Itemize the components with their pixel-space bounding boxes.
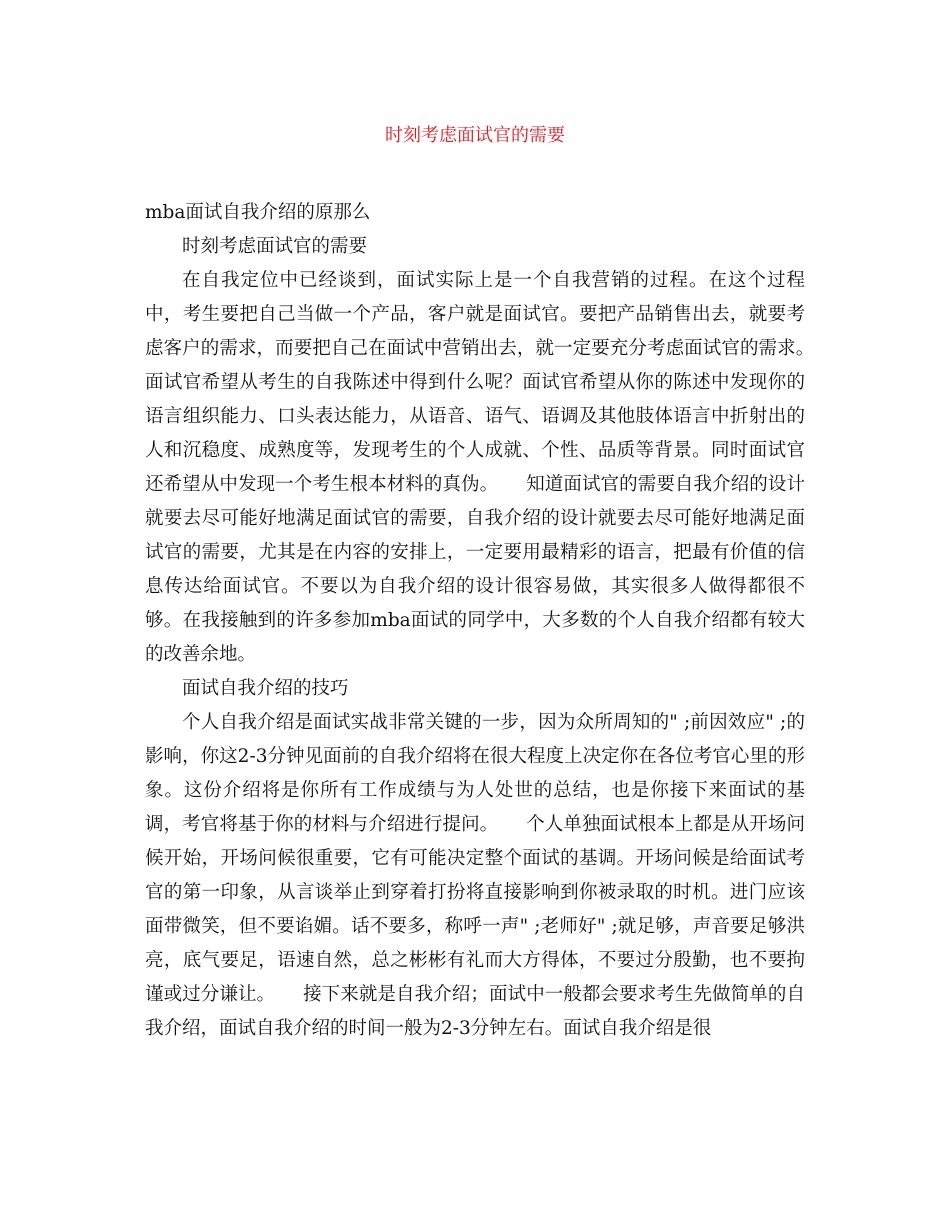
- document-body: [145, 196, 843, 1046]
- paragraph-body-needs: 在自我定位中已经谈到，面试实际上是一个自我营销的过程。在这个过程中，考生要把自己当做一个产品，客户就是面试官。要把产品销售出去，就要考虑客户的需求，而要把自己在面试中营销出去，就一定要充分考虑面试官的需求。 面试官希望从考生的自我陈述中得到什么呢？面试官希望从你的陈述中发现你的语言组织能力、口头表达能力，从语音、语气、语调及其他肢体语言中折射出的人和沉稳度、成熟度等，发现考生的个人成就、个性、品质等背景。同时面试官还希望从中发现一个考生根本材料的真伪。 知道面试官的需要自我介绍的设计就要去尽可能好地满足面试官的需要，自我介绍的设计就要去尽可能好地满足面试官的需要，尤其是在内容的安排上，一定要用最精彩的语言，把最有价值的信息传达给面试官。不要以为自我介绍的设计很容易做，其实很多人做得都很不够。在我接触到的许多参加mba面试的同学中，大多数的个人自我介绍都有较大的改善余地。: [145, 270, 843, 665]
- paragraph-subheading-needs: 时刻考虑面试官的需要: [182, 236, 368, 257]
- document-title: 时刻考虑面试官的需要: [385, 125, 565, 146]
- paragraph-subheading-techniques: 面试自我介绍的技巧: [182, 678, 349, 699]
- paragraph-heading-principles: mba面试自我介绍的原那么: [145, 202, 371, 223]
- paragraph-body-techniques: 个人自我介绍是面试实战非常关键的一步，因为众所周知的" ;前因效应" ;的影响，你这2-3分钟见面前的自我介绍将在很大程度上决定你在各位考官心里的形象。这份介绍将是你所有工作成绩与为人处世的总结，也是你接下来面试的基调，考官将基于你的材料与介绍进行提问。 个人单独面试根本上都是从开场问候开始，开场问候很重要，它有可能决定整个面试的基调。开场问候是给面试考官的第一印象，从言谈举止到穿着打扮将直接影响到你被录取的时机。进门应该面带微笑，但不要谄媚。话不要多，称呼一声" ;老师好" ;就足够，声音要足够洪亮，底气要足，语速自然，总之彬彬有礼而大方得体，不要过分殷勤，也不要拘谨或过分谦让。 接下来就是自我介绍；面试中一般都会要求考生先做简单的自我介绍，面试自我介绍的时间一般为2-3分钟左右。面试自我介绍是很: [145, 712, 805, 1039]
